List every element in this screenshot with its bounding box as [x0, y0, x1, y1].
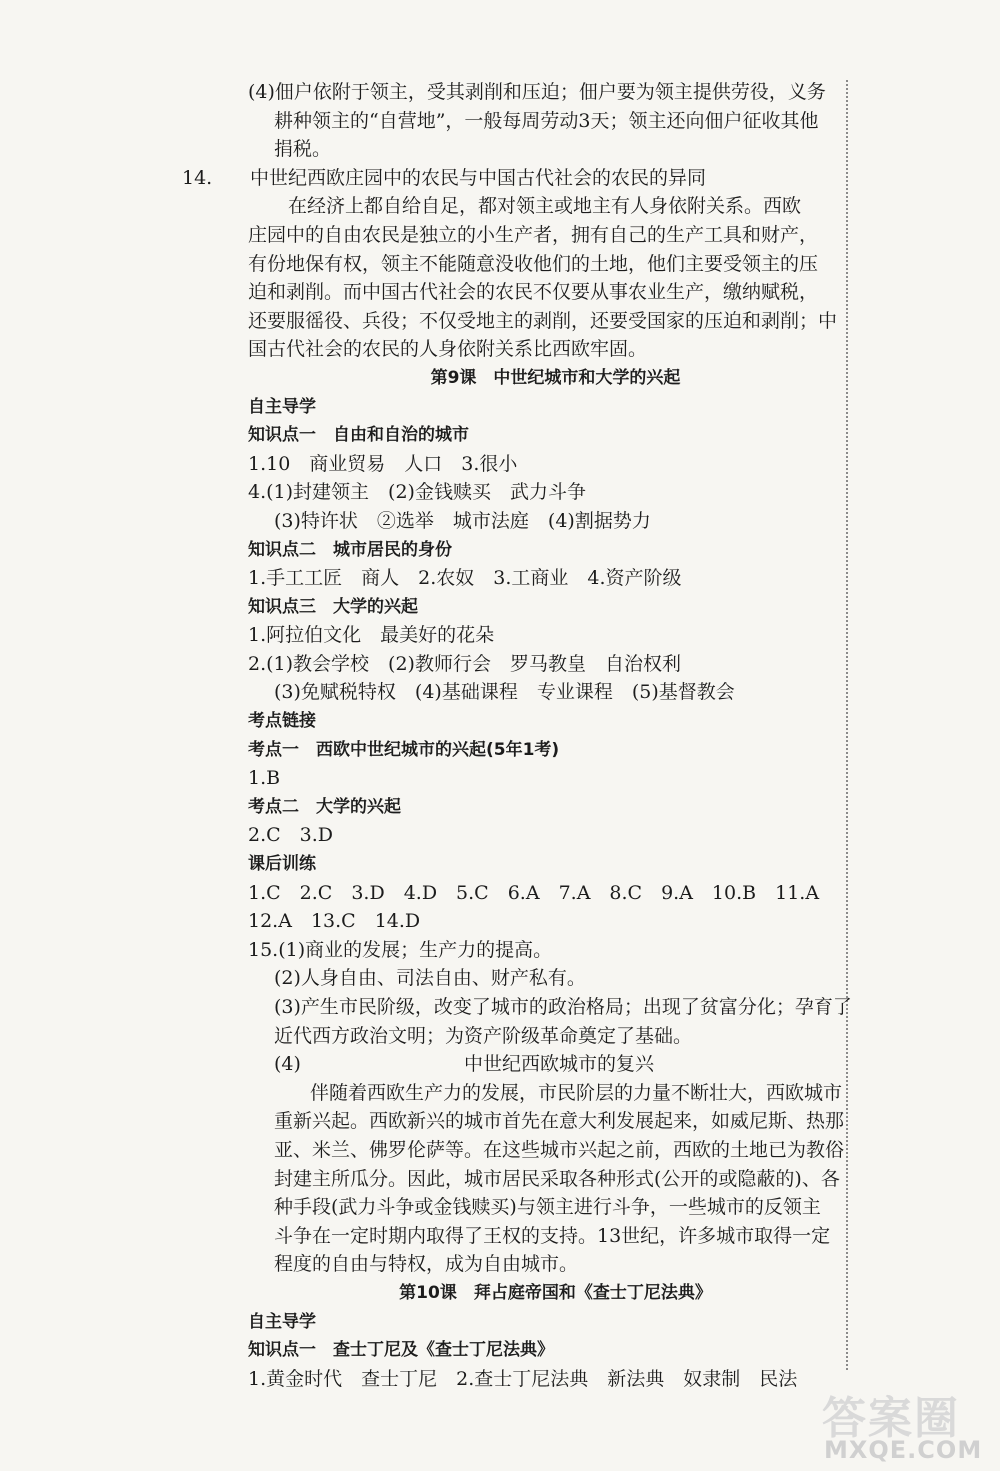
answer-line: 4.(1)封建领主 (2)金钱赎买 武力斗争	[248, 481, 586, 504]
answer-line: 伴随着西欧生产力的发展，市民阶层的力量不断壮大，西欧城市	[310, 1081, 843, 1104]
knowledge-point-heading: 知识点一 自由和自治的城市	[248, 425, 469, 446]
answer-line: 1.手工工匠 商人 2.农奴 3.工商业 4.资产阶级	[248, 567, 682, 590]
knowledge-point-heading: 知识点三 大学的兴起	[248, 596, 418, 617]
text-line: 迫和剥削。而中国古代社会的农民不仅要从事农业生产，缴纳赋税，	[248, 281, 819, 304]
answer-line: 12.A 13.C 14.D	[248, 910, 421, 933]
section-heading: 自主导学	[248, 1311, 316, 1332]
knowledge-point-heading: 知识点二 城市居民的身份	[248, 539, 452, 560]
text-line: 庄园中的自由农民是独立的小生产者，拥有自己的生产工具和财产，	[248, 223, 819, 246]
text-line: (4)佃户依附于领主，受其剥削和压迫；佃户要为领主提供劳役，义务	[248, 81, 826, 103]
answer-line: (2)人身自由、司法自由、财产私有。	[274, 967, 586, 990]
sub-number: (4)	[274, 1053, 301, 1076]
question-number: 14.	[182, 166, 213, 189]
section-heading: 考点链接	[248, 711, 316, 732]
answer-line: 近代西方政治文明；为资产阶级革命奠定了基础。	[274, 1024, 693, 1047]
answer-line: 斗争在一定时期内取得了王权的支持。13世纪，许多城市取得一定	[274, 1224, 831, 1247]
question-14-title	[182, 164, 833, 193]
answer-line: (3)产生市民阶级，改变了城市的政治格局；出现了贫富分化；孕育了	[274, 996, 852, 1018]
lesson-9-heading: 第9课 中世纪城市和大学的兴起	[430, 367, 681, 388]
section-heading: 课后训练	[248, 854, 316, 875]
answer-line: 种手段(武力斗争或金钱赎买)与领主进行斗争，一些城市的反领主	[274, 1196, 821, 1219]
margin-dotted-line	[846, 80, 848, 1370]
text-line: 耕种领主的“自营地”，一般每周劳动3天；领主还向佃户征收其他	[274, 109, 819, 132]
question-title: 中世纪西欧庄园中的农民与中国古代社会的农民的异同	[250, 166, 707, 189]
site-watermark	[818, 1382, 1000, 1471]
answer-line: 1.阿拉伯文化 最美好的花朵	[248, 624, 495, 647]
answer-line: (3)特许状 ②选举 城市法庭 (4)割据势力	[274, 509, 651, 532]
answer-subtitle-line	[248, 1050, 833, 1079]
answer-content	[182, 78, 852, 1393]
watermark-url: MXQE.COM	[824, 1436, 983, 1464]
text-line: 有份地保有权，领主不能随意没收他们的土地，他们主要受领主的压	[248, 252, 819, 275]
section-heading: 自主导学	[248, 396, 316, 417]
text-line: 在经济上都自给自足，都对领主或地主有人身依附关系。西欧	[288, 195, 802, 218]
answer-line: 15.(1)商业的发展；生产力的提高。	[248, 938, 553, 961]
text-line: 还要服徭役、兵役；不仅受地主的剥削，还要受国家的压迫和剥削；中	[248, 309, 838, 332]
answer-line: 程度的自由与特权，成为自由城市。	[274, 1253, 579, 1276]
answer-line: 2.(1)教会学校 (2)教师行会 罗马教皇 自治权利	[248, 652, 681, 675]
exam-point-heading: 考点二 大学的兴起	[248, 796, 401, 817]
answer-line: 1.C 2.C 3.D 4.D 5.C 6.A 7.A 8.C 9.A 10.B 11.A	[248, 881, 820, 904]
knowledge-point-heading: 知识点一 查士丁尼及《查士丁尼法典》	[248, 1340, 554, 1361]
answer-line: 1.10 商业贸易 人口 3.很小	[248, 452, 518, 475]
answer-line: 封建主所瓜分。因此，城市居民采取各种形式(公开的或隐蔽的)、各	[274, 1167, 840, 1190]
text-line: 捐税。	[274, 138, 332, 161]
exam-point-heading: 考点一 西欧中世纪城市的兴起(5年1考)	[248, 739, 560, 760]
sub-title: 中世纪西欧城市的复兴	[464, 1053, 655, 1076]
answer-line: 2.C 3.D	[248, 824, 334, 847]
watermark-logo-text: 答案圈	[822, 1393, 960, 1444]
text-line: 国古代社会的农民的人身依附关系比西欧牢固。	[248, 338, 648, 361]
answer-line: (3)免赋税特权 (4)基础课程 专业课程 (5)基督教会	[274, 681, 735, 704]
answer-line: 1.黄金时代 查士丁尼 2.查士丁尼法典 新法典 奴隶制 民法	[248, 1367, 798, 1390]
answer-line: 1.B	[248, 767, 281, 790]
answer-line: 亚、米兰、佛罗伦萨等。在这些城市兴起之前，西欧的土地已为教俗	[274, 1138, 845, 1161]
answer-line: 重新兴起。西欧新兴的城市首先在意大利发展起来，如威尼斯、热那	[274, 1110, 845, 1133]
lesson-10-heading: 第10课 拜占庭帝国和《查士丁尼法典》	[399, 1282, 712, 1303]
